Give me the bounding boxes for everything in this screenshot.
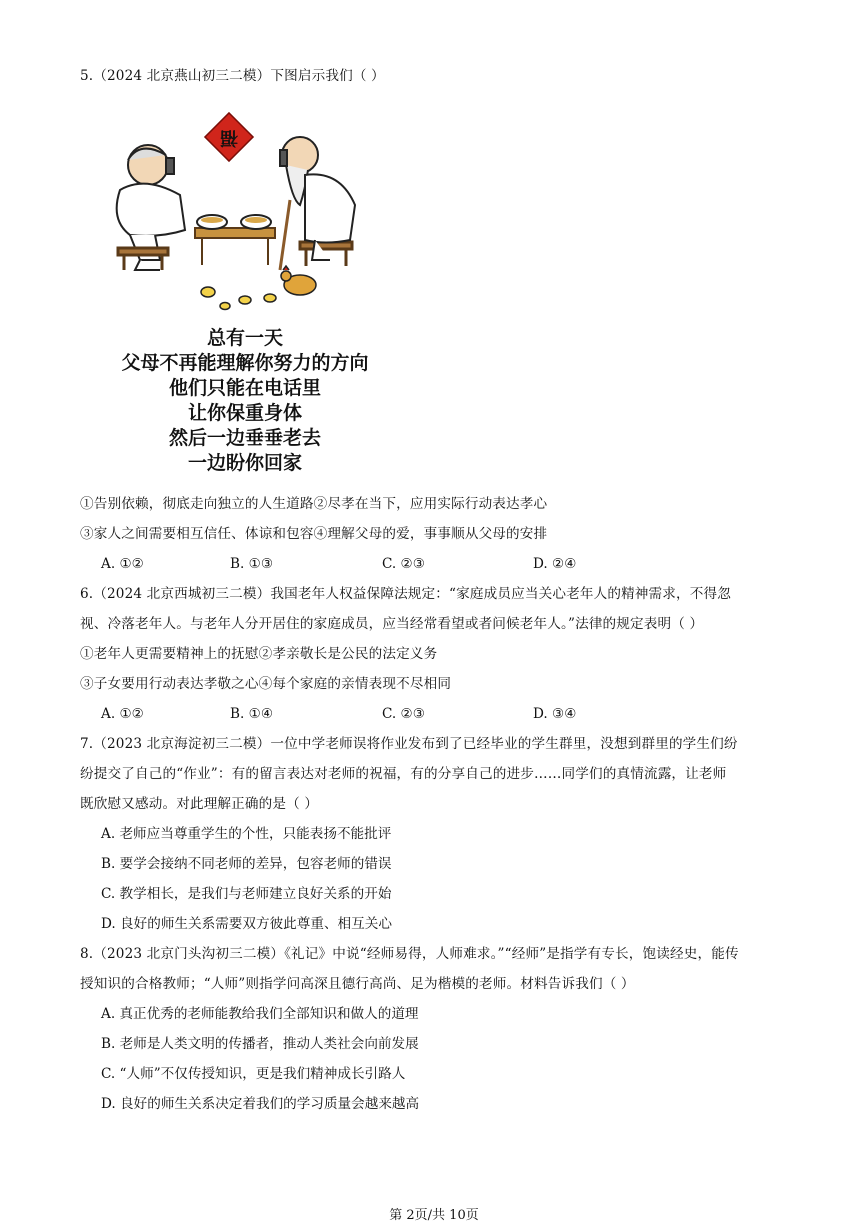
cartoon-figure <box>100 110 390 480</box>
q7-option-d[interactable]: D. 良好的师生关系需要双方彼此尊重、相互关心 <box>101 916 392 932</box>
question-6-stem: 视、冷落老年人。与老年人分开居住的家庭成员，应当经常看望或者问候老年人。”法律的规定表明（ ） <box>80 616 704 632</box>
q7-option-b[interactable]: B. 要学会接纳不同老师的差异，包容老师的错误 <box>101 856 392 872</box>
fu-sign-icon <box>205 113 253 161</box>
question-5-stem: 5.（2024 北京燕山初三二模）下图启示我们（ ） <box>80 68 385 84</box>
q8-option-d[interactable]: D. 良好的师生关系决定着我们的学习质量会越来越高 <box>101 1096 420 1112</box>
question-5-statement: ①告别依赖，彻底走向独立的人生道路②尽孝在当下，应用实际行动表达孝心 <box>80 496 548 512</box>
q8-option-c[interactable]: C. “人师”不仅传授知识，更是我们精神成长引路人 <box>101 1066 406 1082</box>
q8-option-a[interactable]: A. 真正优秀的老师能教给我们全部知识和做人的道理 <box>101 1006 419 1022</box>
q7-option-c[interactable]: C. 教学相长，是我们与老师建立良好关系的开始 <box>101 886 392 902</box>
q5-option-d[interactable]: D. ②④ <box>533 556 577 572</box>
poem-line: 总有一天 <box>206 327 283 349</box>
page-number: 第 2页/共 10页 <box>389 1208 479 1223</box>
poem-line: 一边盼你回家 <box>187 452 302 474</box>
q6-option-b[interactable]: B. ①④ <box>230 706 274 722</box>
q7-option-a[interactable]: A. 老师应当尊重学生的个性，只能表扬不能批评 <box>101 826 392 842</box>
question-7-stem: 纷提交了自己的“作业”：有的留言表达对老师的祝福，有的分享自己的进步……同学们的真情流露，让老师 <box>80 766 727 782</box>
svg-text:福: 福 <box>220 127 238 148</box>
question-6-statement: ③子女要用行动表达孝敬之心④每个家庭的亲情表现不尽相同 <box>80 676 452 692</box>
question-8-stem: 8.（2023 北京门头沟初三二模）《礼记》中说“经师易得，人师难求。”“经师”是指学有专长，饱读经史，能传 <box>80 946 739 962</box>
question-6-statement: ①老年人更需要精神上的抚慰②孝亲敬长是公民的法定义务 <box>80 646 438 662</box>
table-with-bowls <box>195 215 275 265</box>
q5-option-a[interactable]: A. ①② <box>101 556 144 572</box>
q5-option-c[interactable]: C. ②③ <box>382 556 425 572</box>
q6-option-a[interactable]: A. ①② <box>101 706 144 722</box>
q5-option-b[interactable]: B. ①③ <box>230 556 274 572</box>
q6-option-c[interactable]: C. ②③ <box>382 706 425 722</box>
poem-line: 他们只能在电话里 <box>168 377 321 399</box>
poem-line: 让你保重身体 <box>187 402 302 424</box>
q8-option-b[interactable]: B. 老师是人类文明的传播者，推动人类社会向前发展 <box>101 1036 419 1052</box>
elderly-parents-illustration <box>100 110 390 320</box>
q6-option-d[interactable]: D. ③④ <box>533 706 577 722</box>
poem-line: 父母不再能理解你努力的方向 <box>121 352 369 374</box>
question-7-stem: 7.（2023 北京海淀初三二模）一位中学老师误将作业发布到了已经毕业的学生群里，没想到群里的学生们纷 <box>80 736 738 752</box>
question-5-statement: ③家人之间需要相互信任、体谅和包容④理解父母的爱，事事顺从父母的安排 <box>80 526 548 542</box>
poem-line: 然后一边垂垂老去 <box>168 427 321 449</box>
chickens <box>201 266 316 310</box>
question-7-stem: 既欣慰又感动。对此理解正确的是（ ） <box>80 796 319 812</box>
question-8-stem: 授知识的合格教师；“人师”则指学问高深且德行高尚、足为楷模的老师。材料告诉我们（ ） <box>80 976 635 992</box>
question-6-stem: 6.（2024 北京西城初三二模）我国老年人权益保障法规定：“家庭成员应当关心老年人的精神需求，不得忽 <box>80 586 732 602</box>
